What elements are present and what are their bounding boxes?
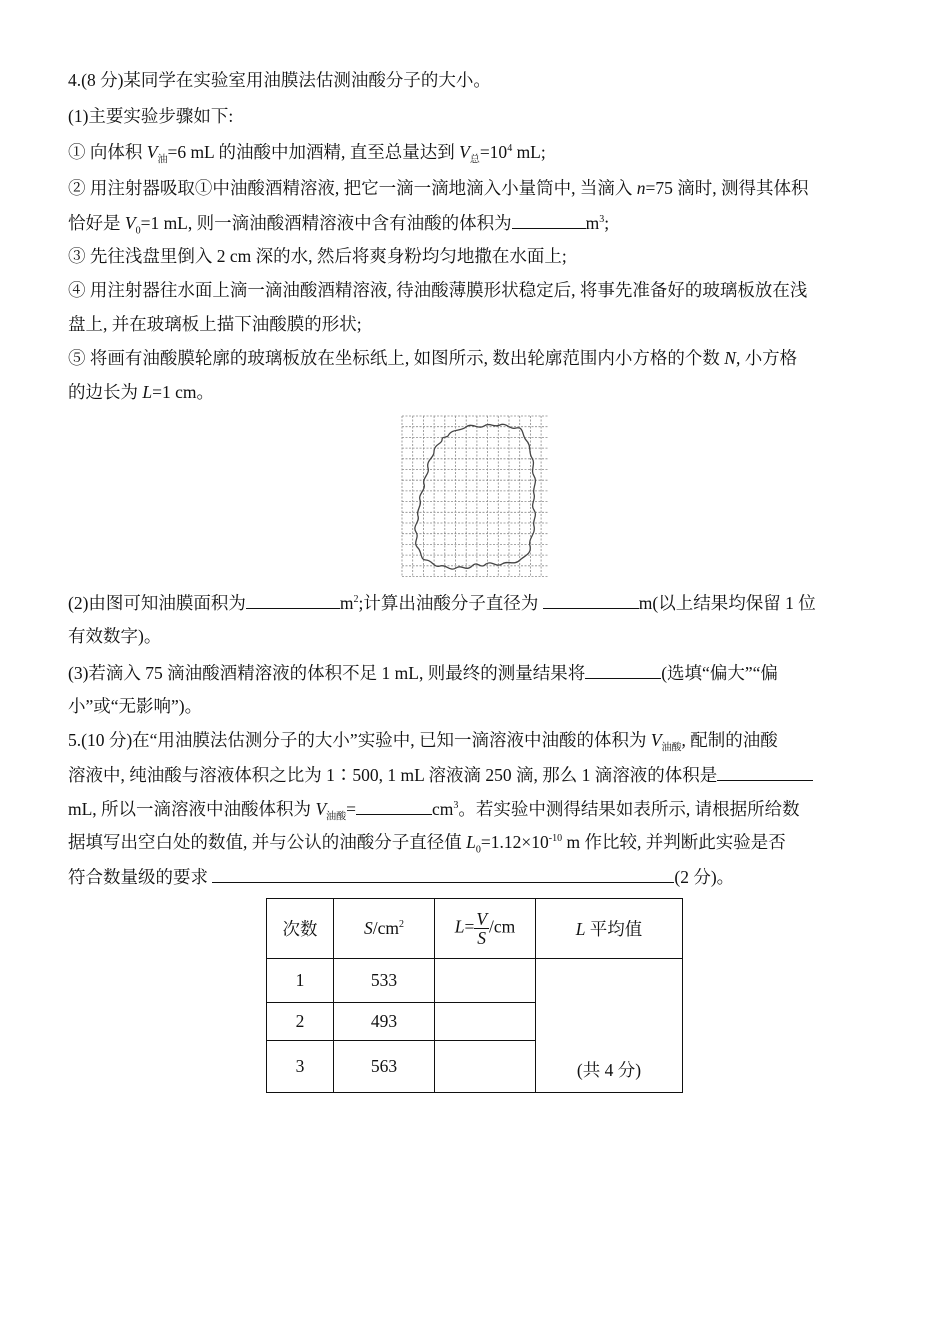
q5-line2: 溶液中, 纯油酸与溶液体积之比为 1∶500, 1 mL 溶液滴 250 滴, 那么 1 滴溶液的体积是 <box>68 762 813 787</box>
q4-part2-line1: (2)由图可知油膜面积为 $m^2$;计算出油酸分子直径为 m(以上结果均保留 1 位 <box>68 590 816 615</box>
answer-blank-magnitude-judgement[interactable] <box>212 864 674 883</box>
average-cell[interactable] <box>536 959 683 1093</box>
diameter-blank-cell[interactable] <box>435 959 536 1003</box>
table-row <box>267 959 683 1003</box>
q4-step2-line2: 恰好是 $V_0=1$ mL, 则一滴油酸酒精溶液中含有油酸的体积为 $m^3$; <box>68 210 609 235</box>
q4-step5-line1: ⑤ 将画有油酸膜轮廓的玻璃板放在坐标纸上, 如图所示, 数出轮廓范围内小方格的个数 N, 小方格 <box>68 348 798 368</box>
header-trial: 次数 <box>267 899 334 959</box>
oil-film-outline <box>415 424 536 569</box>
q5-line1: 5.(10 分)在“用油膜法估测分子的大小”实验中, 已知一滴溶液中油酸的体积为 $V_{油酸}$, 配制的油酸 <box>68 730 778 754</box>
q4-step4-line2: 盘上, 并在玻璃板上描下油酸膜的形状; <box>68 314 362 334</box>
q5-line5: 符合数量级的要求 (2 分)。 <box>68 864 734 889</box>
table-header-row <box>267 899 683 959</box>
area-value: 563 <box>334 1041 435 1093</box>
q4-part3-line2: 小”或“无影响”)。 <box>68 696 203 716</box>
q4-part2-line2: 有效数字)。 <box>68 626 162 646</box>
grid-lines <box>402 416 550 577</box>
answer-blank-error-effect[interactable] <box>585 660 661 679</box>
q5-line4: 据填写出空白处的数值, 并与公认的油酸分子直径值 $L_0=1.12\times 10^{-10}$ m 作比较, 并判断此实验是否 <box>68 832 786 856</box>
trial-number: 3 <box>267 1041 334 1093</box>
average-points-note: (共 4 分) <box>576 1060 642 1080</box>
q4-part1-heading: (1)主要实验步骤如下: <box>68 106 234 126</box>
answer-blank-film-area[interactable] <box>246 590 340 609</box>
diameter-blank-cell[interactable] <box>435 1041 536 1093</box>
oil-film-grid-figure <box>400 414 550 578</box>
answer-blank-drop-volume[interactable] <box>717 762 813 781</box>
area-value: 533 <box>334 959 435 1003</box>
q4-intro: 4.(8 分)某同学在实验室用油膜法估测油酸分子的大小。 <box>68 70 491 90</box>
diameter-blank-cell[interactable] <box>435 1003 536 1041</box>
trial-number: 1 <box>267 959 334 1003</box>
answer-blank-oil-volume[interactable] <box>512 210 586 229</box>
q4-step1: ① 向体积 $V_油=6$ mL 的油酸中加酒精, 直至总量达到 $V_总=10^4$ mL; <box>68 142 546 166</box>
answer-blank-oil-volume-cm3[interactable] <box>356 796 432 815</box>
area-value: 493 <box>334 1003 435 1041</box>
q4-step4-line1: ④ 用注射器往水面上滴一滴油酸酒精溶液, 待油酸薄膜形状稳定后, 将事先准备好的玻璃板放在浅 <box>68 280 808 300</box>
q4-step3: ③ 先往浅盘里倒入 2 cm 深的水, 然后将爽身粉均匀地撒在水面上; <box>68 246 567 266</box>
header-area: $S/cm^2$ <box>334 899 435 959</box>
answer-blank-molecule-diameter[interactable] <box>543 590 639 609</box>
results-table <box>266 898 683 1093</box>
q4-part3-line1: (3)若滴入 75 滴油酸酒精溶液的体积不足 1 mL, 则最终的测量结果将 (选填“偏大”“偏 <box>68 660 778 685</box>
q4-step2-line1: ② 用注射器吸取①中油酸酒精溶液, 把它一滴一滴地滴入小量筒中, 当滴入 n=75 滴时, 测得其体积 <box>68 178 809 198</box>
header-average: L 平均值 <box>536 899 683 959</box>
trial-number: 2 <box>267 1003 334 1041</box>
header-diameter: L= $\frac{V}{S}$ /cm <box>435 899 536 959</box>
q5-line3: mL, 所以一滴溶液中油酸体积为 $V_{油酸}= cm^3$。若实验中测得结果如表所示, 请根据所给数 <box>68 796 800 821</box>
q4-step5-line2: 的边长为 L=1 cm。 <box>68 382 214 402</box>
